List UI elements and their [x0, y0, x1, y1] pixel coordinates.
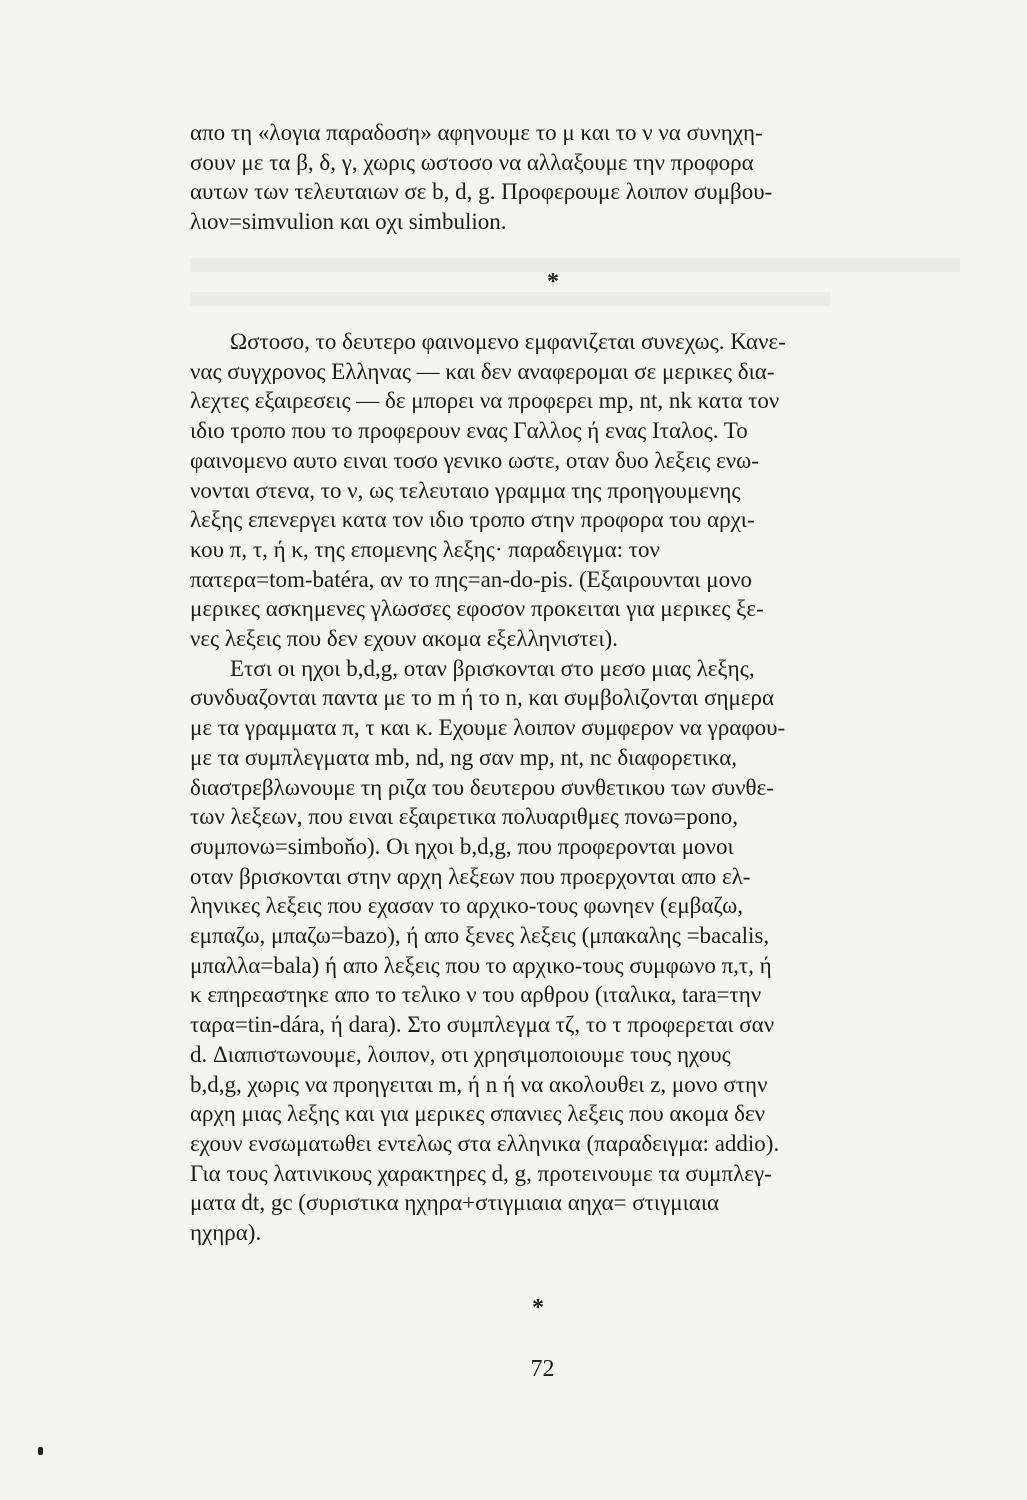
paragraph-3: Ετσι οι ηχοι b,d,g, οταν βρισκονται στο μεσο μιας λεξης, συνδυαζονται παντα με το m ή το n, και συμβολιζονται σημερα με τα γραμματα π, τ και κ. Εχουμε λοιπον συμφερον να γραφου- με τα συμπλεγματα mb, nd, ng σαν mp, nt, nc διαφορετικα, διαστρεβλωνουμε τη ριζα του δευτερου συνθετικου των συνθε- των λεξεων, που ειναι εξαιρετικα πολυαριθμες πονω=pono, συμπονω=simboňo). Οι ηχοι b,d,g, που προφερονται μονοι οταν βρισκονται στην αρχη λεξεων που προερχονται απο ελ- ληνικες λεξεις που εχασαν το αρχικο-τους φωνηεν (εμβαζω, εμπαζω, μπαζω=bazo), ή απο ξενες λεξεις (μπακαλης =bacalis, μπαλλα=bala) ή απο λεξεις που το αρχικο-τους συμφωνο π,τ, ή κ επηρεαστηκε απο το τελικο ν του αρθρου (ιταλικα, tara=την ταρα=tin-dára, ή dara). Στο συμπλεγμα τζ, το τ προφερεται σαν d. Διαπιστωνουμε, λοιπον, οτι χρησιμοποιουμε τους ηχους b,d,g, χωρις να προηγειται m, ή n ή να ακολουθει z, μονο στην αρχη μιας λεξης και για μερικες σπανιες λεξεις που ακομα δεν εχουν ενσωματωθει εντελως στα ελληνικα (παραδειγμα: addio). Για τους λατινικους χαρακτηρες d, g, προτεινουμε τα συμπλεγ- ματα dt, gc (συριστικα ηχηρα+στιγμιαια αηχα= στιγμιαια ηχηρα). [190, 655, 786, 1246]
paragraph-2: Ωστοσο, το δευτερο φαινομενο εμφανιζεται συνεχως. Κανε- νας συγχρονος Ελληνας — και δεν αναφερομαι σε μερικες δια- λεχτες εξαιρεσεις — δε μπορει να προφερει mp, nt, nk κατα τον ιδιο τροπο που το προφερουν ενας Γαλλος ή ενας Ιταλος. Το φαινομενο αυτο ειναι τοσο γενικο ωστε, οταν δυο λεξεις ενω- νονται στενα, το ν, ως τελευταιο γραμμα της προηγουμενης λεξης επενεργει κατα τον ιδιο τροπο στην προφορα του αρχι- κου π, τ, ή κ, της επομενης λεξης· παραδειγμα: τον πατερα=tom-batéra, αν το πης=an-do-pis. (Εξαιρουνται μονο μερικες ασκημενες γλωσσες εφοσον προκειται για μερικες ξε- νες λεξεις που δεν εχουν ακομα εξελληνιστει). [190, 329, 786, 652]
margin-ink-mark [38, 1447, 43, 1455]
page-number: 72 [530, 1356, 555, 1382]
bleed-through-shadow [190, 292, 830, 306]
section-separator-asterisk-bottom: * [532, 1295, 544, 1321]
paragraph-1: απο τη «λογια παραδοση» αφηνουμε το μ και το ν να συνηχη- σουν με τα β, δ, γ, χωρις ωστοσο να αλλαξουμε την προφορα αυτων των τελευταιων σε b, d, g. Προφερουμε λοιπον συμβου- λιον=simvulion και οχι simbulion. [190, 120, 773, 235]
text-block-main [190, 327, 960, 1248]
text-block-top [190, 118, 960, 237]
section-separator-asterisk: * [547, 269, 559, 295]
